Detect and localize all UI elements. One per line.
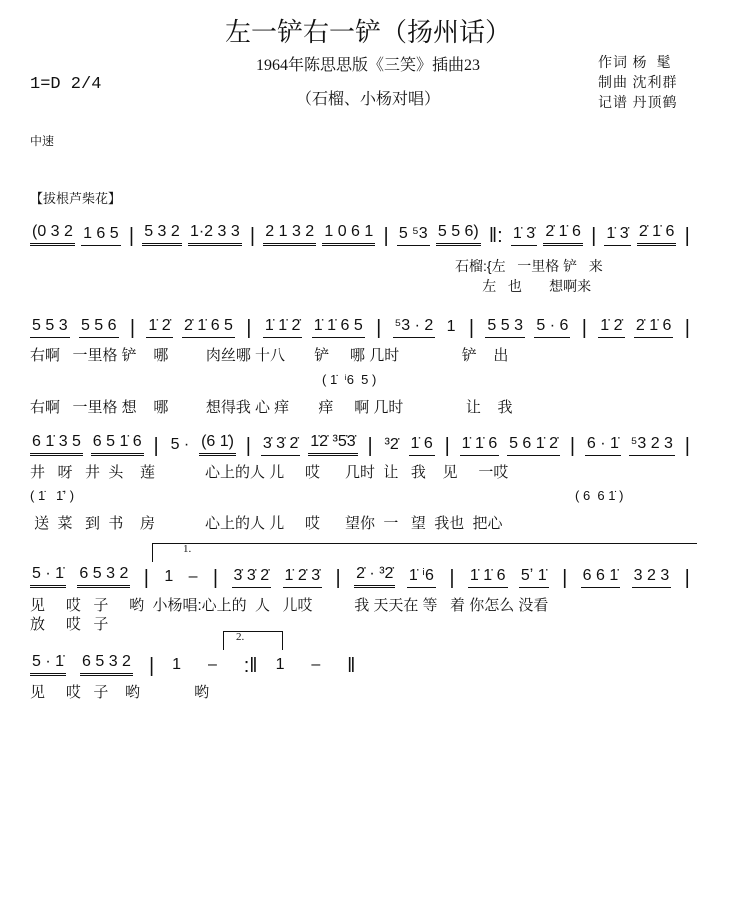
note-group: 5 · 1̇ <box>30 653 66 676</box>
tempo-marking: 中速 <box>30 134 55 148</box>
volta-2-bracket <box>223 631 283 650</box>
song-title: 左一铲右一铲（扬州话） <box>224 18 511 47</box>
credit-lyricist: 作词 杨 髦 <box>598 56 672 71</box>
variant-notes-3a: ( 1̇ 1̇ʼ ) <box>30 488 75 503</box>
note-group: (6 1̇) <box>199 433 236 456</box>
lyrics-1a: 石榴:{左 一里格 铲 来 <box>455 258 603 274</box>
note-group: 1̇ 2̇ <box>598 317 624 338</box>
note-group: ³2̇ <box>384 436 399 453</box>
bar-line: | <box>128 225 135 247</box>
lyrics-2b: 右啊 一里格 想 哪 想得我 心 痒 痒 啊 几时 让 我 <box>30 399 513 416</box>
variant-notes-2: ( 1̇ ⁱ6 5 ) <box>322 372 377 387</box>
note-group: 1̇ 1̇ 6 <box>468 567 508 588</box>
note-group: 1̇2̇ ³5̇3̇ <box>308 433 357 456</box>
note-group: 3 2 3 <box>632 567 672 588</box>
note-group: 1 <box>164 568 174 585</box>
note-group: 5 5 3 <box>30 317 70 338</box>
staff-line-1 <box>30 222 692 246</box>
lyrics-2a: 右啊 一里格 铲 哪 肉丝哪 十八 铲 哪 几时 铲 出 <box>30 347 509 364</box>
note-group: 1 <box>172 656 182 673</box>
bar-line: | <box>335 567 341 589</box>
bar-line: | <box>249 225 256 247</box>
bar-line: | <box>684 317 690 339</box>
bar-line: | <box>129 317 136 339</box>
note-group: 6 5 1̇ 6 <box>91 433 144 456</box>
note-group: 5 · 1̇ <box>30 565 66 588</box>
note-group: 5 5 6) <box>436 223 481 246</box>
subtitle: 1964年陈思思版《三笑》插曲23 <box>255 57 480 74</box>
note-group: 1̇ 1̇ 6 5 <box>312 317 365 338</box>
note-group: 1̇ 1̇ 6 <box>460 435 500 456</box>
bar-line: ‖: <box>488 225 503 247</box>
note-group: 1̇ ⁱ6 <box>407 565 436 588</box>
credit-transcriber: 记谱 丹顶鹤 <box>598 96 678 111</box>
note-group: 6 5 3 2 <box>77 565 130 588</box>
note-group: ⁵3 2 3 <box>629 435 675 456</box>
bar-line: :‖ <box>243 655 258 677</box>
note-group: 3̇ 3̇ 2̇ <box>232 567 272 588</box>
variant-notes-3b: ( 6 6 1̇ ) <box>575 488 624 503</box>
staff-line-3 <box>30 432 692 456</box>
note-group: 2̇ · ³2̇ <box>354 565 395 588</box>
bar-line: | <box>143 567 149 589</box>
note-group: 5 · 6 <box>534 317 570 338</box>
note-group: 1̇ 3̇ <box>511 225 537 246</box>
tune-name: 【拔根芦柴花】 <box>30 191 122 206</box>
note-group: – <box>188 568 198 585</box>
note-group: 1̇ 2̇ <box>146 317 172 338</box>
bar-line: ‖ <box>347 655 356 677</box>
lyrics-1b: 左 也 想啊来 <box>455 278 592 294</box>
note-group: 2̇ 1̇ 6 <box>634 317 674 338</box>
volta-1-bracket <box>152 543 697 562</box>
bar-line: | <box>246 317 252 339</box>
note-group: 5 5 6 <box>79 317 119 338</box>
bar-line: | <box>212 567 219 589</box>
note-group: 5 ⁵3 <box>397 225 430 246</box>
staff-line-5 <box>30 652 357 676</box>
note-group: 1 6 5 <box>81 225 121 246</box>
bar-line: | <box>245 435 251 457</box>
note-group: – <box>199 656 226 673</box>
volta-1-label: 1. <box>183 543 192 555</box>
lyrics-4a: 见 哎 子 哟 小杨唱:心上的 人 儿哎 我 天天在 等 着 你怎么 没看 <box>30 597 549 614</box>
note-group: 5 5 3 <box>485 317 525 338</box>
note-group: 6 6 1̇ <box>581 567 621 588</box>
note-group: 6 · 1̇ <box>585 435 621 456</box>
bar-line: | <box>383 225 389 247</box>
lyrics-5: 见 哎 子 哟 哟 <box>30 684 210 701</box>
bar-line: | <box>684 567 690 589</box>
bar-line: | <box>367 435 373 457</box>
note-group: – <box>302 656 330 673</box>
note-group: 2̇ 1̇ 6 <box>543 223 583 246</box>
bar-line: | <box>153 435 159 457</box>
bar-line: | <box>684 225 690 247</box>
bar-line: | <box>684 435 690 457</box>
bar-line: | <box>581 317 587 339</box>
volta-2-label: 2. <box>236 631 245 643</box>
note-group: 1 0 6 1 <box>322 223 375 246</box>
note-group: ⁵3 · 2 <box>393 317 436 338</box>
note-group: 5 3 2 <box>142 223 182 246</box>
bar-line: | <box>449 567 455 589</box>
note-group: 6 1̇ 3 5 <box>30 433 83 456</box>
note-group: 1·2 3 3 <box>188 223 242 246</box>
key-signature: 1=D 2/4 <box>30 75 102 94</box>
note-group: 1 <box>446 318 456 335</box>
bar-line: | <box>562 567 568 589</box>
bar-line: | <box>148 655 155 677</box>
staff-line-4 <box>30 564 692 588</box>
note-group: (0 3 2 <box>30 223 75 246</box>
note-group: 2̇ 1̇ 6 <box>637 223 677 246</box>
note-group: 5 · <box>170 436 190 453</box>
note-group: 2̇ 1̇ 6 5 <box>182 317 235 338</box>
lyrics-4b: 放 哎 子 <box>30 616 109 633</box>
bar-line: | <box>468 317 475 339</box>
note-group: 6 5 3 2 <box>80 653 133 676</box>
note-group: 1 <box>275 656 285 673</box>
note-group: 1̇ 3̇ <box>604 225 630 246</box>
note-group: 5 6 1̇ 2̇ <box>507 435 560 456</box>
lyrics-3b: 送 菜 到 书 房 心上的人 儿 哎 望你 一 望 我也 把心 <box>30 515 503 532</box>
bar-line: | <box>569 435 576 457</box>
note-group: 1̇ 6 <box>409 435 435 456</box>
lyrics-3a: 井 呀 井 头 莲 心上的人 儿 哎 几时 让 我 见 一哎 <box>30 464 509 481</box>
bar-line: | <box>376 317 382 339</box>
bar-line: | <box>591 225 597 247</box>
bar-line: | <box>444 435 450 457</box>
note-group: 5ʼ 1̇ <box>519 567 549 588</box>
note-group: 2 1 3 2 <box>263 223 316 246</box>
note-group: 3̇ 3̇ 2̇ <box>261 435 301 456</box>
credit-composer: 制曲 沈利群 <box>598 76 678 91</box>
note-group: 1̇ 2̇ 3̇ <box>283 567 323 588</box>
staff-line-2 <box>30 314 692 338</box>
duet-note: （石榴、小杨对唱） <box>295 91 440 108</box>
note-group: 1̇ 1̇ 2̇ <box>263 317 303 338</box>
